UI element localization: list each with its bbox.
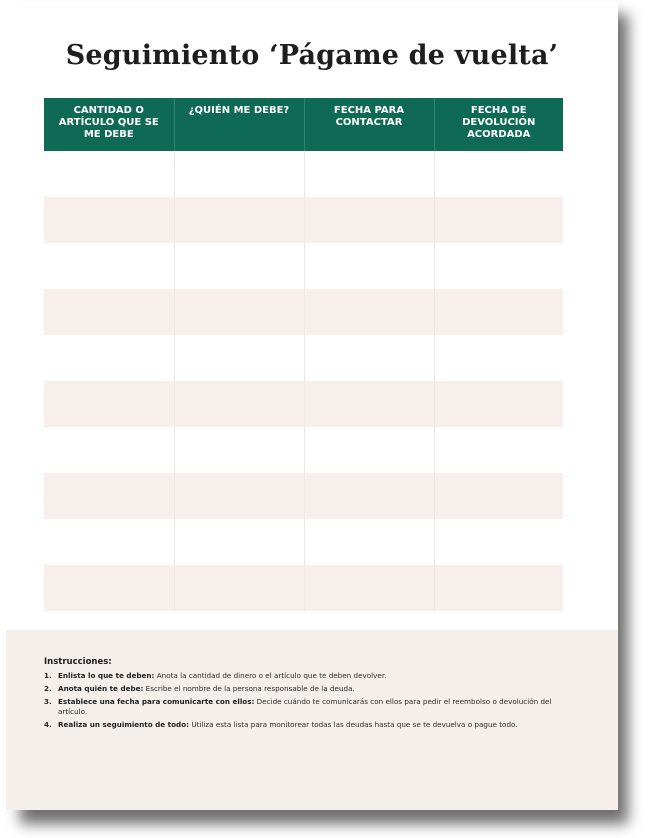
instruction-text [58,671,570,681]
document-page [6,2,618,810]
cell-who[interactable] [174,565,304,611]
cell-who[interactable] [174,381,304,427]
cell-amount[interactable] [44,427,174,473]
cell-return-date[interactable] [434,519,563,565]
instruction-body: Utiliza esta lista para monitorear todas las deudas hasta que se te devuelva o pague todo. [191,720,518,729]
cell-amount[interactable] [44,197,174,243]
column-header-contact-date: FECHA PARA CONTACTAR [304,98,434,151]
instruction-text [58,720,570,730]
cell-return-date[interactable] [434,427,563,473]
cell-who[interactable] [174,197,304,243]
cell-who[interactable] [174,519,304,565]
instruction-number: 3. [44,697,52,706]
cell-return-date[interactable] [434,243,563,289]
column-header-return-date: FECHA DE DEVOLUCIÓN ACORDADA [434,98,563,151]
cell-contact-date[interactable] [304,519,434,565]
cell-amount[interactable] [44,289,174,335]
cell-return-date[interactable] [434,335,563,381]
instructions-panel [6,630,618,810]
cell-return-date[interactable] [434,151,563,197]
cell-amount[interactable] [44,565,174,611]
table-row [44,243,563,289]
cell-contact-date[interactable] [304,151,434,197]
instruction-body: Decide cuándo te comunicarás con ellos para pedir el reembolso o devolución del artículo. [58,697,552,716]
cell-who[interactable] [174,473,304,519]
instruction-heading: Enlista lo que te deben: [58,671,155,680]
table-row [44,565,563,611]
cell-who[interactable] [174,243,304,289]
cell-amount[interactable] [44,519,174,565]
cell-contact-date[interactable] [304,243,434,289]
cell-contact-date[interactable] [304,335,434,381]
column-header-amount: CANTIDAD O ARTÍCULO QUE SE ME DEBE [44,98,174,151]
cell-who[interactable] [174,289,304,335]
instruction-number: 2. [44,684,52,693]
cell-contact-date[interactable] [304,473,434,519]
instruction-item [44,697,570,717]
cell-return-date[interactable] [434,289,563,335]
instructions-title: Instrucciones: [44,657,112,667]
table-row [44,151,563,197]
cell-who[interactable] [174,427,304,473]
instruction-text [58,697,570,717]
table-row [44,519,563,565]
cell-contact-date[interactable] [304,381,434,427]
cell-amount[interactable] [44,243,174,289]
table-header-row [44,98,563,151]
cell-who[interactable] [174,151,304,197]
cell-return-date[interactable] [434,565,563,611]
table-row [44,473,563,519]
cell-return-date[interactable] [434,473,563,519]
table-row [44,381,563,427]
instruction-number: 1. [44,671,52,680]
table-row [44,197,563,243]
cell-contact-date[interactable] [304,197,434,243]
instructions-list [44,671,570,733]
instruction-text [58,684,570,694]
cell-amount[interactable] [44,151,174,197]
instruction-body: Escribe el nombre de la persona responsable de la deuda. [145,684,355,693]
cell-return-date[interactable] [434,197,563,243]
instruction-number: 4. [44,720,52,729]
instruction-item [44,684,570,694]
table-row [44,289,563,335]
instruction-item [44,720,570,730]
cell-contact-date[interactable] [304,289,434,335]
instruction-heading: Realiza un seguimiento de todo: [58,720,190,729]
instruction-item [44,671,570,681]
table-body [44,151,563,611]
page-title: Seguimiento ‘Págame de vuelta’ [65,40,559,71]
cell-amount[interactable] [44,473,174,519]
cell-amount[interactable] [44,381,174,427]
cell-contact-date[interactable] [304,565,434,611]
instruction-body: Anota la cantidad de dinero o el artículo que te deben devolver. [156,671,387,680]
cell-amount[interactable] [44,335,174,381]
tracking-table [44,98,563,611]
instruction-heading: Establece una fecha para comunicarte con ellos: [58,697,255,706]
cell-who[interactable] [174,335,304,381]
column-header-who: ¿QUIÉN ME DEBE? [174,98,304,151]
table-row [44,427,563,473]
instruction-heading: Anota quién te debe: [58,684,144,693]
cell-return-date[interactable] [434,381,563,427]
cell-contact-date[interactable] [304,427,434,473]
table-row [44,335,563,381]
